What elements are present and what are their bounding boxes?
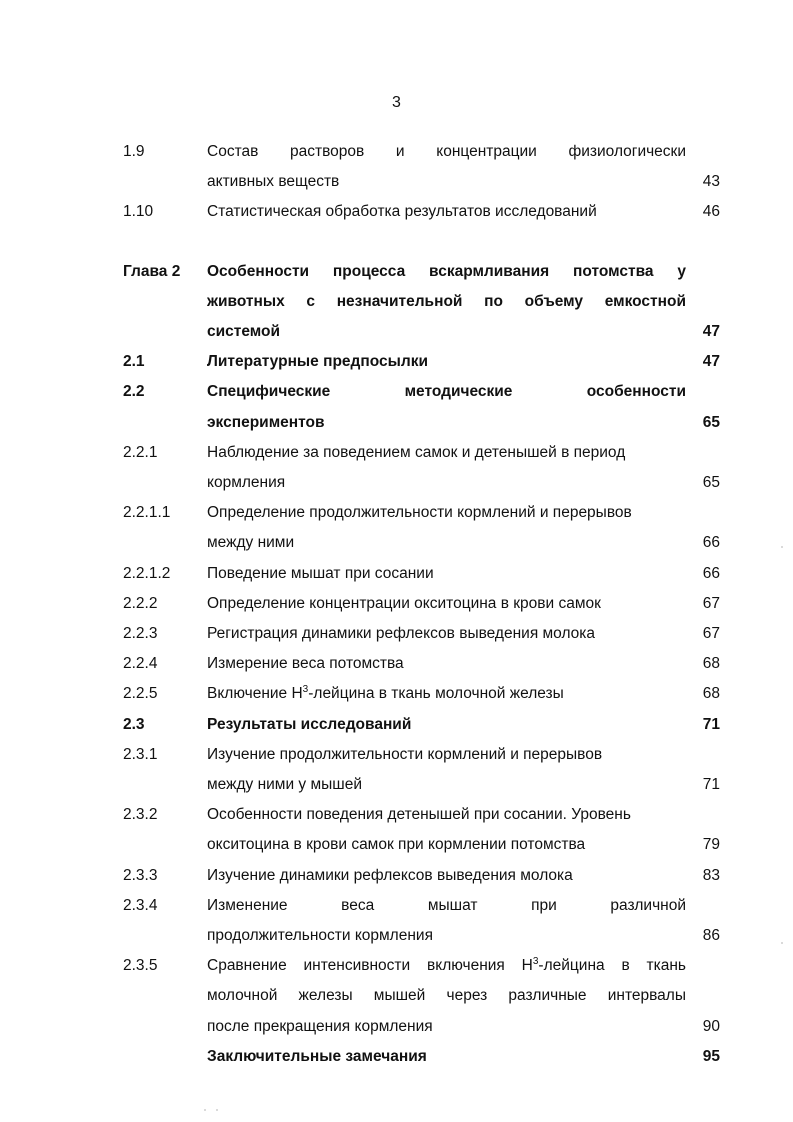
toc-entry-title-line: Особенности поведения детенышей при сосании. Уровень: [207, 806, 631, 824]
toc-entry-number: 2.3.4: [123, 896, 158, 914]
toc-entry-title-line: Определение концентрации окситоцина в крови самок: [207, 594, 601, 612]
toc-entry-title-line: активных веществ: [207, 173, 340, 191]
superscript: 3: [302, 684, 309, 696]
toc-entry-page: 66: [702, 534, 720, 552]
toc-entry-page: 68: [702, 685, 720, 703]
toc-entry-title-line: кормления: [207, 473, 286, 491]
toc-entry-page: 90: [702, 1017, 720, 1035]
toc-entry-number: 2.2.4: [123, 655, 158, 673]
toc-entry-number: 2.3.2: [123, 806, 158, 824]
toc-entry-title: [207, 137, 686, 197]
scan-speck: [204, 1109, 206, 1111]
toc-entry-title: [207, 861, 686, 891]
toc-entry-number: 2.2.1: [123, 443, 158, 461]
page-number: 3: [392, 94, 401, 111]
toc-entry-title: [207, 498, 686, 558]
toc-entry-title-line: Изучение продолжительности кормлений и перерывов: [207, 745, 603, 763]
toc-entry-title-line: [207, 951, 686, 981]
title-text: -лейцина в ткань молочной железы: [308, 685, 564, 703]
scan-speck: [216, 1109, 218, 1111]
toc-entry-page: 47: [702, 353, 720, 371]
toc-entry-title-line: окситоцина в крови самок при кормлении потомства: [207, 836, 586, 854]
toc-entry-number: 2.3.1: [123, 745, 158, 763]
toc-entry-number: Глава 2: [123, 262, 181, 280]
toc-entry-number: 2.3.3: [123, 866, 158, 884]
toc-entry-number: 2.2.1.2: [123, 564, 171, 582]
toc-entry-title: [207, 649, 686, 679]
toc-entry-title: [207, 891, 686, 951]
toc-entry-page: 79: [702, 836, 720, 854]
toc-entry-number: 1.9: [123, 143, 145, 160]
title-text: -лейцина в ткань: [538, 957, 686, 975]
toc-entry-title: [207, 619, 686, 649]
toc-entry-page: 71: [702, 715, 720, 733]
toc-entry-page: 95: [702, 1047, 720, 1065]
toc-entry-page: 65: [702, 473, 720, 491]
toc-entry-page: 67: [702, 594, 720, 612]
toc-entry-page: 43: [702, 173, 720, 191]
toc-entry-page: 65: [702, 413, 720, 431]
toc-entry-title-line: Заключительные замечания: [207, 1047, 427, 1065]
title-text: Сравнение интенсивности включения Н: [207, 957, 533, 975]
toc-entry-page: 86: [702, 926, 720, 944]
toc-entry-title-line: [207, 679, 686, 709]
toc-entry-title: [207, 559, 686, 589]
toc-entry-title-line: молочной железы мышей через различные интервалы: [207, 987, 686, 1005]
superscript: 3: [532, 956, 539, 968]
toc-entry-title: [207, 951, 686, 1042]
toc-entry-title-line: Состав растворов и концентрации физиологически: [207, 143, 686, 160]
toc-entry-title-line: экспериментов: [207, 413, 325, 431]
toc-entry-number: 2.3.5: [123, 957, 158, 975]
toc-entry-title: [207, 740, 686, 800]
toc-entry-number: 2.3: [123, 715, 145, 733]
toc-entry-title: [207, 257, 686, 348]
toc-entry-title-line: между ними: [207, 534, 295, 552]
toc-entry-number: 2.2.5: [123, 685, 158, 703]
toc-entry-page: 67: [702, 625, 720, 642]
toc-entry-page: 68: [702, 655, 720, 673]
toc-entry-title-line: Измерение веса потомства: [207, 655, 404, 673]
toc-entry-number: 1.10: [123, 203, 154, 221]
scan-speck: [781, 942, 783, 944]
toc-entry-title: [207, 438, 686, 498]
toc-entry-title: [207, 377, 686, 437]
toc-entry-title-line: Изучение динамики рефлексов выведения молока: [207, 866, 573, 884]
toc-entry-title-line: Поведение мышат при сосании: [207, 564, 434, 582]
toc-entry-title-line: Статистическая обработка результатов исследований: [207, 203, 597, 221]
toc-entry-title-line: после прекращения кормления: [207, 1017, 433, 1035]
toc-entry-title-line: Определение продолжительности кормлений и перерывов: [207, 504, 632, 522]
toc-entry-number: 2.2: [123, 383, 145, 401]
toc-entry-title-line: Регистрация динамики рефлексов выведения молока: [207, 625, 596, 642]
toc-entry-title-line: Наблюдение за поведением самок и детенышей в период: [207, 443, 626, 461]
title-text: Включение Н: [207, 685, 303, 703]
toc-entry-number: 2.2.3: [123, 625, 158, 642]
toc-entry-page: 46: [702, 203, 720, 221]
toc-entry-number: 2.2.2: [123, 594, 158, 612]
toc-entry-title-line: Специфические методические особенности: [207, 383, 686, 401]
toc-entry-number: 2.2.1.1: [123, 504, 171, 522]
toc-entry-title-line: системой: [207, 322, 281, 340]
toc-entry-title-line: Результаты исследований: [207, 715, 412, 733]
toc-entry-title-line: Изменение веса мышат при различной: [207, 896, 686, 914]
toc-entry-title: [207, 1042, 686, 1072]
toc-entry-title: [207, 347, 686, 377]
toc-entry-title-line: животных с незначительной по объему емкостной: [207, 292, 686, 310]
toc-entry-page: 83: [702, 866, 720, 884]
toc-entry-title-line: Литературные предпосылки: [207, 353, 428, 371]
toc-entry-page: 66: [702, 564, 720, 582]
scan-speck: [781, 546, 783, 548]
toc-entry-title: [207, 800, 686, 860]
toc-entry-page: 47: [702, 322, 720, 340]
toc-entry-title: [207, 197, 686, 227]
toc-entry-title-line: продолжительности кормления: [207, 926, 433, 944]
toc-entry-title-line: между ними у мышей: [207, 775, 362, 793]
toc-entry-title-line: Особенности процесса вскармливания потомства у: [207, 262, 686, 280]
toc-entry-title: [207, 710, 686, 740]
toc-entry-number: 2.1: [123, 353, 145, 371]
toc-entry-title: [207, 679, 686, 709]
toc-entry-page: 71: [702, 775, 720, 793]
toc-entry-title: [207, 589, 686, 619]
